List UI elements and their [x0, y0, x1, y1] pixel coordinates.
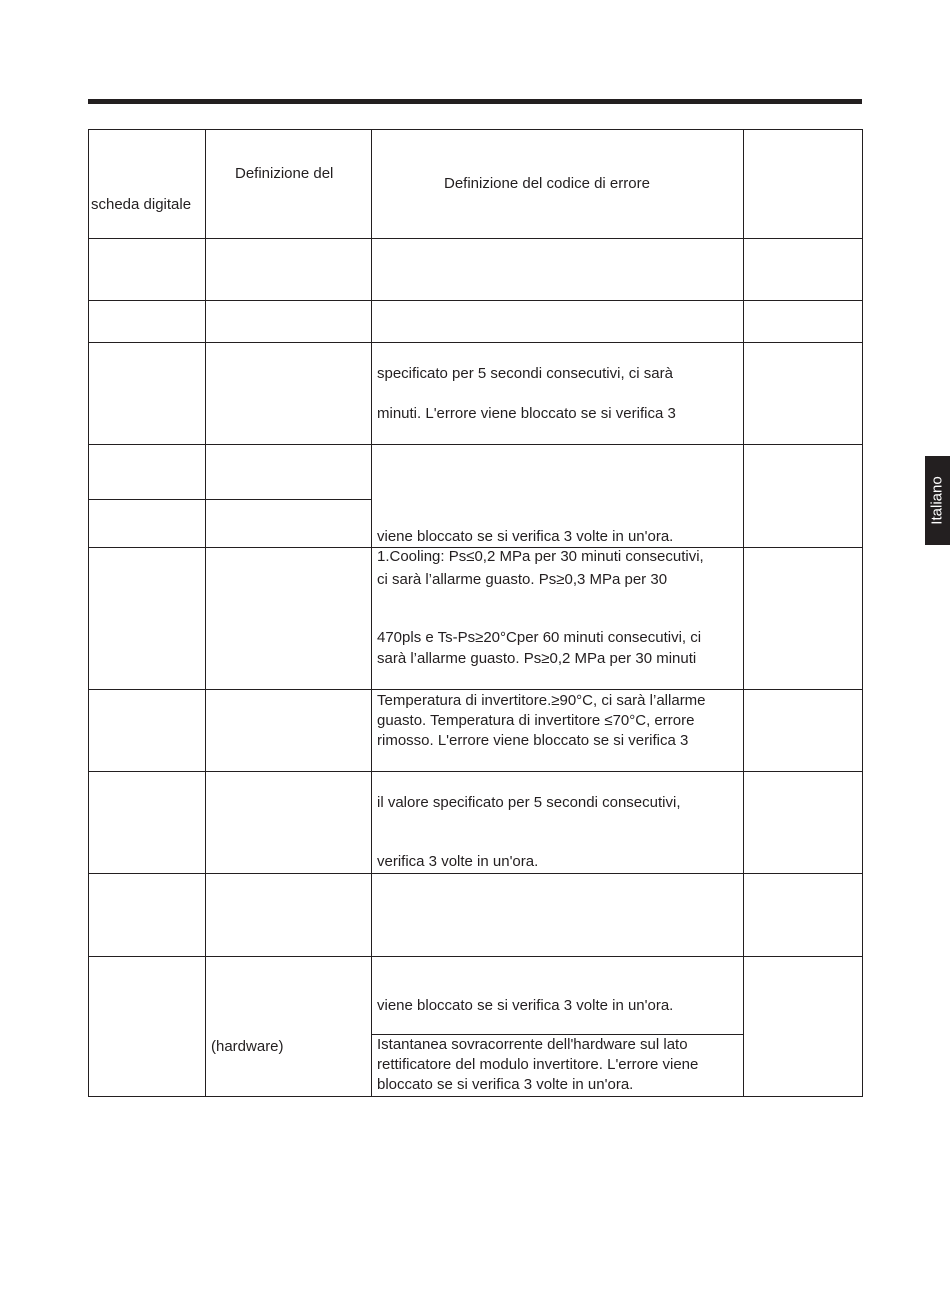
- language-tab-label: Italiano: [929, 476, 946, 525]
- table-border-right: [862, 129, 863, 1097]
- cell-description: Istantanea sovracorrente dell'hardware sul lato: [377, 1036, 688, 1053]
- row-separator: [88, 342, 863, 343]
- cell-description: sarà l’allarme guasto. Ps≥0,2 MPa per 30 minuti: [377, 650, 697, 667]
- row-separator: [88, 499, 372, 500]
- cell-description: verifica 3 volte in un'ora.: [377, 853, 539, 870]
- cell-description: guasto. Temperatura di invertitore ≤70°C, errore: [377, 712, 695, 729]
- cell-description: minuti. L'errore viene bloccato se si verifica 3: [377, 405, 676, 422]
- column-separator: [205, 129, 206, 1097]
- row-separator: [88, 444, 863, 445]
- cell-description: il valore specificato per 5 secondi consecutivi,: [377, 794, 681, 811]
- table-border-left: [88, 129, 89, 1097]
- row-separator: [88, 873, 863, 874]
- header-definition: Definizione del: [235, 165, 334, 182]
- cell-definition: (hardware): [211, 1038, 284, 1055]
- row-separator: [88, 300, 863, 301]
- header-error-code-definition: Definizione del codice di errore: [444, 175, 650, 192]
- table-border-top: [88, 129, 863, 130]
- cell-description: Temperatura di invertitore.≥90°C, ci sarà l’allarme: [377, 692, 706, 709]
- cell-description: 470pls e Ts-Ps≥20°Cper 60 minuti consecutivi, ci: [377, 629, 702, 646]
- column-separator: [743, 129, 744, 1097]
- cell-description: rimosso. L'errore viene bloccato se si verifica 3: [377, 732, 689, 749]
- error-code-table: [88, 129, 863, 1097]
- row-separator: [88, 689, 863, 690]
- cell-description: ci sarà l’allarme guasto. Ps≥0,3 MPa per 30: [377, 571, 668, 588]
- row-separator: [88, 956, 863, 957]
- cell-description: rettificatore del modulo invertitore. L'errore viene: [377, 1056, 699, 1073]
- language-tab[interactable]: [925, 456, 950, 545]
- row-separator: [88, 771, 863, 772]
- row-separator: [88, 238, 863, 239]
- cell-description: viene bloccato se si verifica 3 volte in un'ora.: [377, 528, 674, 545]
- cell-description: bloccato se si verifica 3 volte in un'ora.: [377, 1076, 634, 1093]
- cell-description: specificato per 5 secondi consecutivi, ci sarà: [377, 365, 673, 382]
- cell-description: viene bloccato se si verifica 3 volte in un'ora.: [377, 997, 674, 1014]
- cell-description: 1.Cooling: Ps≤0,2 MPa per 30 minuti consecutivi,: [377, 548, 704, 565]
- top-rule: [88, 99, 862, 104]
- column-separator: [371, 129, 372, 1097]
- table-border-bottom: [88, 1096, 863, 1097]
- header-digital-board: scheda digitale: [91, 196, 192, 213]
